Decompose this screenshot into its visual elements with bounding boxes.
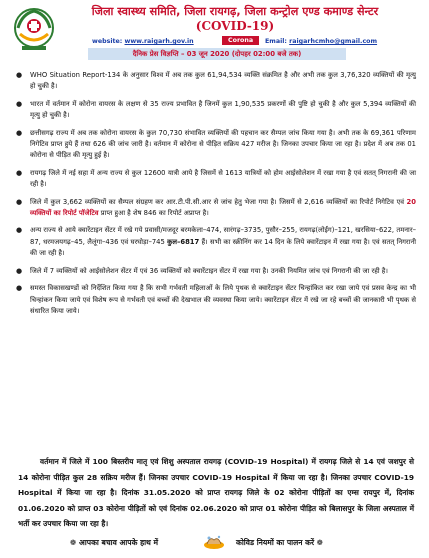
list-item: ● छत्तीसगढ़ राज्य में अब तक कोरोना वायरस के कुल 70,730 संभावित व्यक्तियों की पहचान कर सैम्पल जांच किया गया है। अभी तक के 69,361 परिणाम निगेटिव प्राप्त हुये हैं तथा 626 की जांच जारी है। वर्तमान में कोरोना से पीड़ित सक्रिय 427 मरीज है। जिनका उपचार किया जा रहा है। प्रदेश में अब तक 01 कोरोना से पीड़ित की मृत्यु हुई है। [16, 128, 416, 162]
list-item: ● समस्त विकासखण्डों को निर्देशित किया गया है कि सभी गर्भवती महिलाओं के लिये पृथक से क्वारेंटाइन सेंटर चिन्हांकित कर रखा जाये एवं प्रसव केन्द्र का भी चिन्हांकन किया जाये एवं विशेष रूप से गर्भवती एवं बच्चों की देखभाल की व्यवस्था किया जाये। क्वारेंटाइन सेंटर में रखे जा रहे बच्चों की जानकारी भी पृथक से संधारित किया जाये। [16, 283, 416, 317]
page-title: जिला स्वास्थ्य समिति, जिला रायगढ़, जिला कन्ट्रोल एण्ड कमाण्ड सेन्टर [91, 5, 379, 18]
corona-badge: Corona [222, 36, 259, 45]
email-link[interactable]: raigarhcmho@gmail.com [289, 38, 378, 45]
positive-count-highlight: 20 व्यक्तियों का रिपोर्ट पॉजेटिव [30, 197, 416, 218]
header [0, 0, 429, 58]
website-link[interactable]: www.raigarh.gov.in [124, 38, 194, 45]
website-text: website: www.raigarh.gov.in [92, 38, 194, 45]
emblem-logo-icon [12, 6, 56, 52]
total-count-highlight: कुल–6817 [167, 237, 200, 246]
hand-wash-icon [202, 534, 226, 550]
email-text: Email: raigarhcmho@gmail.com [265, 38, 378, 45]
footer-slogan-right: कोविड नियमों का पालन करें ❁ [236, 538, 324, 547]
bullet-list [16, 70, 416, 323]
list-item: ● जिले में 7 व्यक्तियों को आईसोलेशन सेंटर में एवं 36 व्यक्तियों को क्वारेंटाइन सेंटर में रखा गया है। उनकी नियमित जांच एवं निगरानी की जा रही है। [16, 266, 416, 277]
list-item: ● भारत में वर्तमान में कोरोना वायरस के लक्षण से 35 राज्य प्रभावित है जिनमें कुल 1,90,535 प्रकरणों की पुष्टि हो चुकी है और कुल 5,394 व्यक्तियों की मृत्यु हो चुकी है। [16, 99, 416, 122]
list-item: ● रायगढ़ जिले में नई सहा में अन्य राज्य से कुल 12600 यात्री आये है जिसमें से 1613 यात्रियों को होम आईसोलेशन में रखा गया है एवं सतत् निगरानी की जा रही है। [16, 168, 416, 191]
page-subtitle: (COVID-19) [195, 19, 275, 33]
hospital-status-paragraph: वर्तमान में जिले में 100 बिस्तरीय मातृ एवं शिशु अस्पताल रायगढ़ (COVID-19 Hospital) में रायगढ़ जिले से 14 एवं जशपुर से 14 कोरोना पीड़ित कुल 28 सक्रिय मरीज हैं। जिनका उपचार COVID-19 Hospital में किया जा रहा है। जिनका उपचार COVID-19 Hospital में किया जा रहा है। दिनांक 31.05.2020 को प्राप्त रायगढ़ जिले के 02 कोरोना पीड़ितों का एम्स रायपुर में, दिनांक 01.06.2020 को प्राप्त 03 कोरोना पीड़ितों को एवं दिनांक 02.06.2020 को प्राप्त 01 कोरोना पीड़ित को बिलासपुर के जिला अस्पताल में भर्ती कर उपचार किया जा रहा है। [18, 457, 414, 529]
date-bar: दैनिक प्रेस विज्ञप्ति – 03 जून 2020 (दोपहर 02:00 बजे तक) [88, 48, 346, 60]
footer-slogan [0, 534, 429, 552]
list-item: ● जिले में कुल 3,662 व्यक्तियों का सैम्पल संग्रहण कर आर.टी.पी.सी.आर से जांच हेतु भेजा गया है। जिसमें से 2,616 व्यक्तियों का रिपोर्ट निगेटिव एवं 20 व्यक्तियों का रिपोर्ट पॉजेटिव प्राप्त हुआ है शेष 846 का रिपोर्ट अप्राप्त है। [16, 197, 416, 220]
list-item: ● WHO Situation Report-134 के अनुसार विश्व में अब तक कुल 61,94,534 व्यक्ति संक्रमित है और अभी तक कुल 3,76,320 व्यक्तियों की मृत्यु हो चुकी है। [16, 70, 416, 93]
list-item: ● अन्य राज्य से आये क्वारेंटाइन सेंटर में रखे गये प्रवासी/मजदूर बरमकेला–474, सारंगढ़–3735, पुसौर–255, रायगढ़(लोईंग)–121, खरसिया–622, तमनार–87, धरमजयगढ़–45, लैलूंगा–436 एवं घरघोड़ा–745 कुल–6817 हैं। सभी का स्क्रीनिंग कर 14 दिन के लिये क्वारेंटाइन में रखा गया है। एवं सतत् निगरानी की जा रही है। [16, 225, 416, 259]
footer-slogan-left: ❁ आपका बचाव आपके हाथ में [70, 538, 159, 547]
